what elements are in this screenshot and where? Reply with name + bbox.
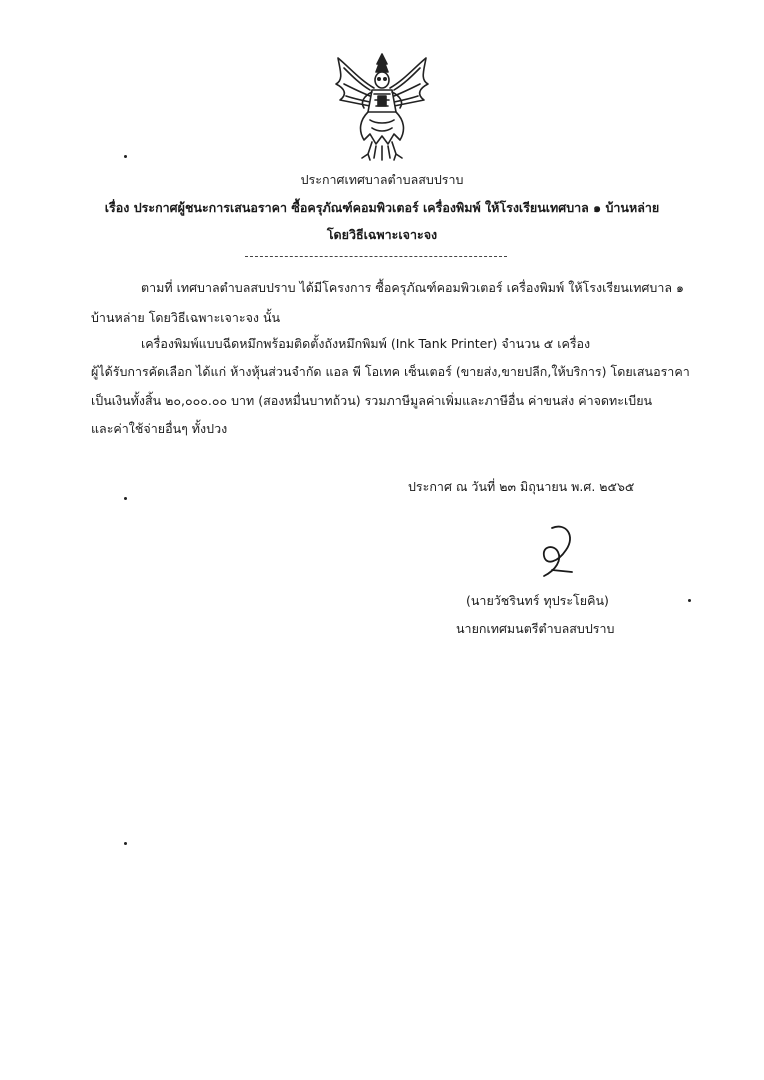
- issuer-title: ประกาศเทศบาลตำบลสบปราบ: [300, 172, 464, 187]
- subject-line-2: โดยวิธีเฉพาะเจาะจง: [326, 227, 438, 242]
- paragraph-1-line-2: บ้านหล่าย โดยวิธีเฉพาะเจาะจง นั้น: [91, 310, 281, 325]
- signer-title: นายกเทศมนตรีตำบลสบปราบ: [456, 621, 615, 636]
- paragraph-1-line-1: ตามที่ เทศบาลตำบลสบปราบ ได้มีโครงการ ซื้อครุภัณฑ์คอมพิวเตอร์ เครื่องพิมพ์ ให้โรงเรียนเทศบาล ๑: [141, 280, 684, 295]
- scan-speck: [124, 155, 127, 158]
- item-description: เครื่องพิมพ์แบบฉีดหมึกพร้อมติดตั้งถังหมึกพิมพ์ (Ink Tank Printer) จำนวน ๕ เครื่อง: [141, 336, 591, 351]
- subject-line-1: เรื่อง ประกาศผู้ชนะการเสนอราคา ซื้อครุภัณฑ์คอมพิวเตอร์ เครื่องพิมพ์ ให้โรงเรียนเทศบาล ๑ บ้านหล่าย: [104, 200, 660, 215]
- winner-line-1: ผู้ได้รับการคัดเลือก ได้แก่ ห้างหุ้นส่วนจำกัด แอล พี โอเทค เซ็นเตอร์ (ขายส่ง,ขายปลีก,ให้บริการ) โดยเสนอราคา: [91, 364, 690, 379]
- winner-line-3: และค่าใช้จ่ายอื่นๆ ทั้งปวง: [91, 421, 228, 436]
- scan-speck: [124, 497, 127, 500]
- scan-speck: [124, 842, 127, 845]
- signer-name: (นายวัชรินทร์ ทุประโยคิน): [466, 593, 609, 608]
- header-divider: [245, 256, 507, 257]
- scan-speck: [688, 599, 691, 602]
- winner-line-2: เป็นเงินทั้งสิ้น ๒๐,๐๐๐.๐๐ บาท (สองหมื่นบาทถ้วน) รวมภาษีมูลค่าเพิ่มและภาษีอื่น ค่าขนส่ง ค่าจดทะเบียน: [91, 393, 653, 408]
- handwritten-signature: [522, 522, 582, 580]
- announcement-date: ประกาศ ณ วันที่ ๒๓ มิถุนายน พ.ศ. ๒๕๖๕: [408, 479, 635, 494]
- garuda-emblem-icon: [330, 50, 434, 162]
